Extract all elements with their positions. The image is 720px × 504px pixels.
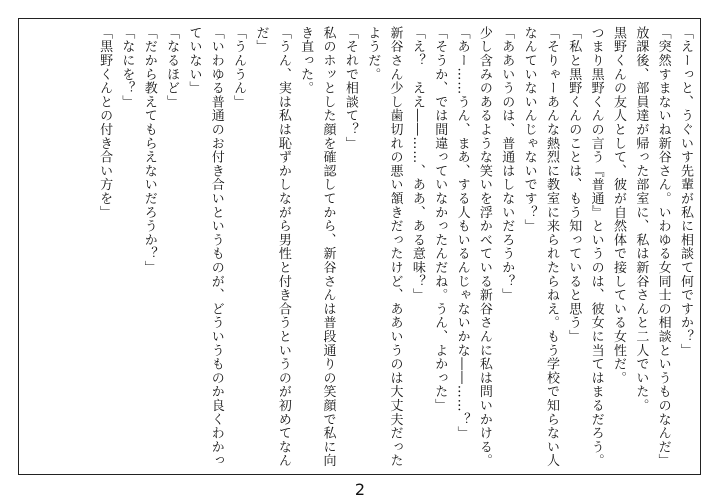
text-line: 「うん、実は私は恥ずかしながら男性と付き合うというのが初めてなん bbox=[275, 26, 291, 468]
text-line: 「うんうん」 bbox=[231, 26, 247, 109]
text-line: 「突然すまないね新谷さん。いわゆる女同士の相談というものなんだ」 bbox=[655, 26, 671, 468]
text-line: 「そうか、では間違っていなかったんだね。うん、よかった」 bbox=[432, 26, 448, 413]
text-line: つまり黒野くんの言う『普通』というのは、彼女に当てはまるだろう。 bbox=[588, 26, 604, 468]
text-line: 新谷さん少し歯切れの悪い頷きだったけど、ああいうのは大丈夫だった bbox=[387, 26, 403, 468]
text-line: 少し含みのあるような笑いを浮かべている新谷さんに私は問いかける。 bbox=[476, 26, 492, 468]
text-line: 「だから教えてもらえないだろうか？」 bbox=[141, 26, 157, 275]
text-line: 「なにを？」 bbox=[119, 26, 135, 109]
text-line: き直った。 bbox=[298, 26, 314, 95]
text-line: 黒野くんの友人として、彼が自然体で接している女性だ。 bbox=[610, 26, 626, 385]
text-line: 私のホッとした顔を確認してから、新谷さんは普段通りの笑顔で私に向 bbox=[320, 26, 336, 468]
text-line: だ」 bbox=[253, 26, 269, 54]
text-line: 「黒野くんとの付き合い方を」 bbox=[97, 26, 113, 220]
text-line: 「それで相談て？」 bbox=[342, 26, 358, 151]
text-line: 放課後、部員達が帰った部室に、私は新谷さんと二人でいた。 bbox=[633, 26, 649, 413]
text-line: ようだ。 bbox=[365, 26, 381, 82]
text-line: なんていないんじゃないです？」 bbox=[521, 26, 537, 233]
text-line: 「いわゆる普通のお付き合いというものが、どういうものか良くわかっ bbox=[208, 26, 224, 468]
text-line: 「私と黒野くんのことは、もう知っていると思う」 bbox=[566, 26, 582, 344]
text-line: 「そりゃーあんな熱烈に教室に来られたらねえ。もう学校で知らない人 bbox=[543, 26, 559, 468]
vertical-text-body bbox=[24, 26, 696, 468]
text-line: 「えーっと、うぐいす先輩が私に相談て何ですか？」 bbox=[678, 26, 693, 358]
text-line: 「なるほど」 bbox=[164, 26, 180, 109]
text-line: 「ああいうのは、普通はしないだろうか？」 bbox=[499, 26, 515, 302]
text-line: 「え？ ええ――……、ああ、ある意味？」 bbox=[409, 26, 425, 302]
text-line: ていない」 bbox=[186, 26, 202, 95]
text-line: 「あー……うん、まあ、する人もいるんじゃないかな――……？」 bbox=[454, 26, 470, 440]
page-number: 2 bbox=[354, 480, 366, 499]
